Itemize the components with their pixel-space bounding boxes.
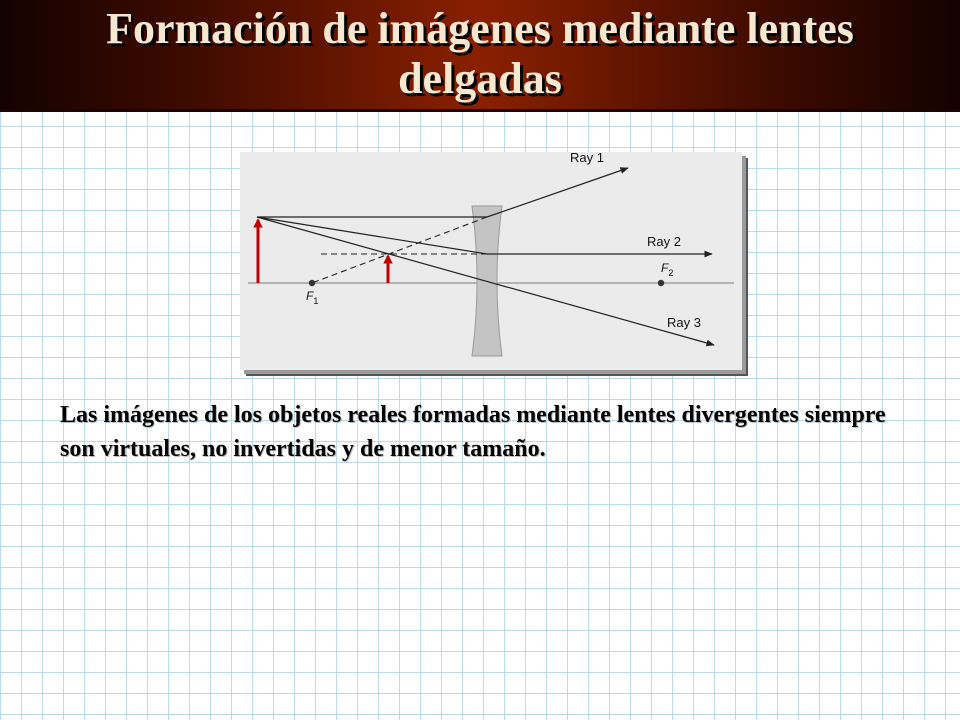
ray-1-refracted — [487, 168, 628, 217]
title-band — [0, 0, 960, 112]
ray-2-incident — [257, 217, 487, 254]
slide-title: Formación de imágenes mediante lentes delgadas — [106, 4, 854, 103]
ray-diagram-svg — [240, 152, 742, 370]
slide-caption: Las imágenes de los objetos reales formadas mediante lentes divergentes siempre son virtuales, no invertidas y de menor tamaño. — [60, 402, 886, 462]
ray-2-label: Ray 2 — [647, 234, 681, 249]
focal-1-letter: F — [306, 289, 314, 303]
focal-1-subscript: 1 — [313, 296, 319, 306]
focal-1-label — [306, 289, 318, 306]
focal-point-2 — [658, 280, 664, 286]
focal-2-subscript: 2 — [668, 268, 674, 278]
diverging-lens-ray-diagram — [240, 152, 742, 370]
focal-2-label — [661, 261, 673, 278]
focal-2-letter: F — [661, 261, 669, 275]
ray-3-label: Ray 3 — [667, 315, 701, 330]
ray-1-label: Ray 1 — [570, 152, 604, 165]
focal-point-1 — [309, 280, 315, 286]
